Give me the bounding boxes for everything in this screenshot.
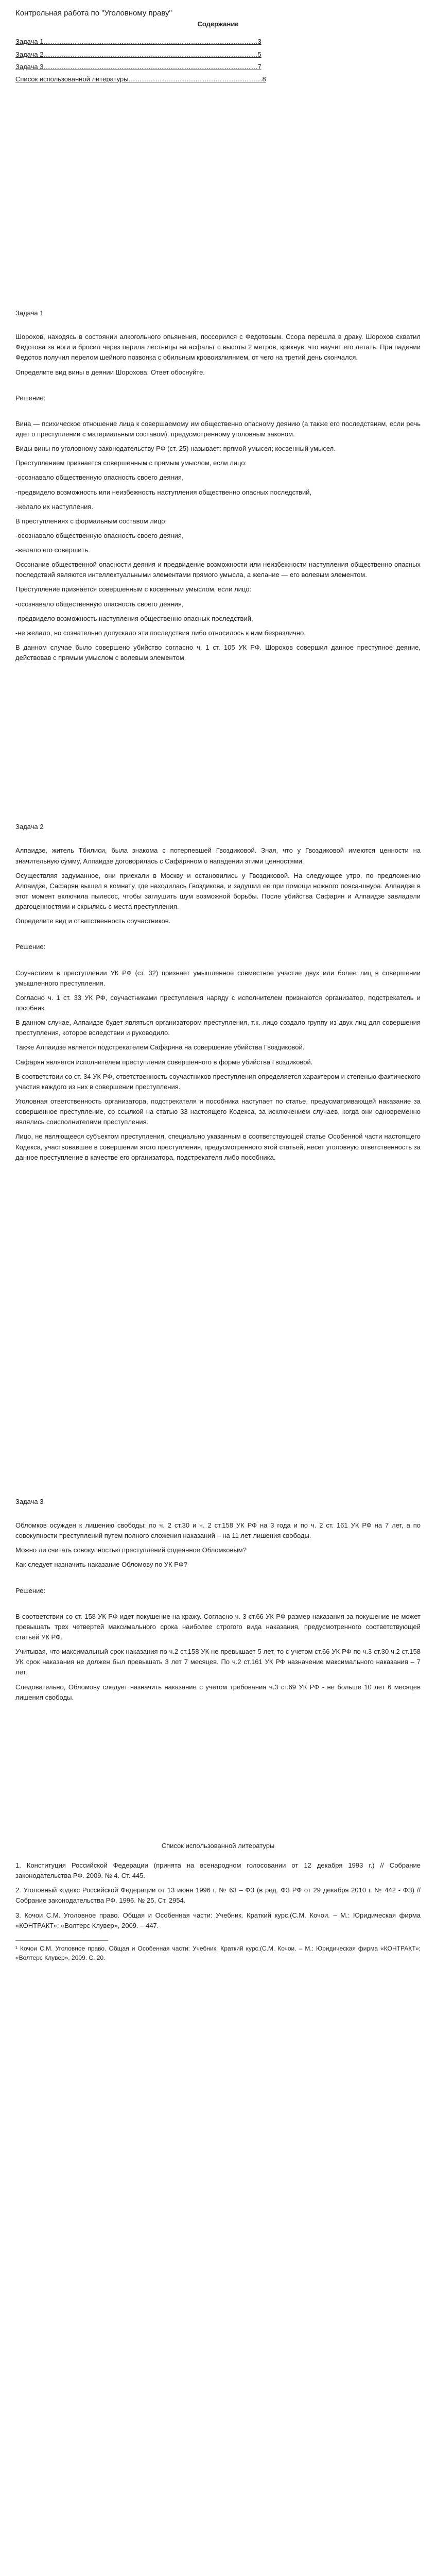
task-1-paragraph: Вина — психическое отношение лица к совершаемому им общественно опасному деянию (а также его последствиям, если речь идет о преступлении с материальным составом), предусмотренному уголовным законом. — [15, 419, 421, 438]
task-3-answer-label: Решение: — [15, 1586, 46, 1595]
blank-space — [15, 667, 421, 822]
task-1-paragraph: Виды вины по уголовному законодательству РФ (ст. 25) называет: прямой умысел; косвенный умысел. — [15, 445, 336, 453]
task-1-paragraph: В преступлениях с формальным составом лицо: — [15, 517, 167, 525]
task-2-condition: Осуществляя задуманное, они приехали в Москву и остановились у Гвоздиковой. На следующее утро, по предложению Алпаидзе, Сафарян вышел в комнату, где находилась Гвоздикова, и задушил ее при помощи ножного пояса-шнура. Алпаидзе в этот момент включила пылесос, чтобы заглушить шум возможной борьбы. После убийства Сафарян и Алпаидзе завладели драгоценностями и скрылись с места преступления. — [15, 871, 421, 911]
toc-item-task3[interactable]: Задача 3……………………………………………………………………………………7 — [15, 62, 261, 71]
task-2-section — [15, 822, 421, 1163]
task-2-paragraph: Сафарян является исполнителем преступления совершенного в форме убийства Гвоздиковой. — [15, 1058, 313, 1066]
task-3-paragraph: Учитывая, что максимальный срок наказания по ч.2 ст.158 УК не превышает 5 лет, то с учетом ст.66 УК РФ по ч.3 ст.30 ч.2 ст.158 УК срок наказания не должен был превышать 3 лет 7 месяцев. По ч.2 ст.161 УК РФ назначение максимального наказания – 7 лет. — [15, 1648, 421, 1676]
task-3-paragraph: В соответствии со ст. 158 УК РФ идет покушение на кражу. Согласно ч. 3 ст.66 УК РФ размер наказания за покушение не может превышать трех четвертей максимального срока наиболее строгого вида наказания, предусмотренного соответствующей статьей УК РФ. — [15, 1612, 421, 1641]
blank-space — [15, 1167, 421, 1497]
task-3-question-1: Можно ли считать совокупностью преступлений содеянное Обломковым? — [15, 1546, 247, 1554]
literature-item: 3. Кочои С.М. Уголовное право. Общая и Особенная части: Учебник. Краткий курс.(С.М. Кочои. – М.: Юридическая фирма «КОНТРАКТ»; «Волтерс Клувер», 2009. – 447. — [15, 1911, 421, 1929]
blank-space — [15, 1707, 421, 1841]
task-1-answer-label: Решение: — [15, 394, 46, 402]
table-of-contents — [15, 37, 421, 84]
literature-heading: Список использованной литературы — [161, 1841, 275, 1850]
task-1-condition: Шорохов, находясь в состоянии алкогольного опьянения, поссорился с Федотовым. Ссора перешла в драку. Шорохов схватил Федотова за ноги и бросил через перила лестницы на асфальт с высоты 2 метров, крикнув, что научит его летать. При падении Федотов получил перелом шейного позвонка с обильным кровоизлиянием, от чего на третий день скончался. — [15, 333, 421, 362]
task-2-paragraph: Соучастием в преступлении УК РФ (ст. 32) признает умышленное совместное участие двух или более лиц в совершении умышленного преступления. — [15, 969, 421, 987]
literature-item: 1. Конституция Российской Федерации (принята на всенародном голосовании от 12 декабря 1993 г.) // Собрание законодательства РФ. 2009. № 4. Ст. 445. — [15, 1861, 421, 1880]
footnote-divider — [15, 1940, 108, 1941]
task-2-paragraph: Лицо, не являющееся субъектом преступления, специально указанным в соответствующей статье Особенной части настоящего Кодекса, участвовавшее в совершении этого преступления, предусмотренного этой статьей, несет уголовную ответственность за данное преступление в качестве его организатора, подстрекателя либо пособника. — [15, 1132, 421, 1161]
task-1-paragraph: В данном случае было совершено убийство согласно ч. 1 ст. 105 УК РФ. Шорохов совершил данное преступное деяние, действовав с прямым умыслом с волевым элементом. — [15, 643, 421, 662]
toc-item-task2[interactable]: Задача 2……………………………………………………………………………………5 — [15, 50, 261, 58]
document-page — [0, 7, 436, 2576]
task-2-paragraph: В соответствии со ст. 34 УК РФ, ответственность соучастников преступления определяется характером и степенью фактического участия каждого из них в совершении преступления. — [15, 1072, 421, 1091]
task-1-paragraph: -желало их наступления. — [15, 502, 94, 511]
task-2-answer-label: Решение: — [15, 943, 46, 951]
task-1-paragraph: -осознавало общественную опасность своего деяния, — [15, 600, 184, 608]
contents-heading: Содержание — [197, 20, 239, 28]
task-3-question-2: Как следует назначить наказание Обломову по УК РФ? — [15, 1561, 187, 1569]
task-3-paragraph: Следовательно, Обломову следует назначить наказание с учетом требования ч.3 ст.69 УК РФ - не больше 10 лет 6 месяцев лишения свободы. — [15, 1683, 421, 1701]
task-3-condition: Обломков осужден к лишению свободы: по ч. 2 ст.30 и ч. 2 ст.158 УК РФ на 3 года и по ч. 2 ст. 161 УК РФ на 7 лет, а по совокупности преступлений путем полного сложения наказаний – на 11 лет лишения свободы. — [15, 1521, 421, 1540]
task-2-question: Определите вид и ответственность соучастников. — [15, 917, 171, 925]
task-1-paragraph: -желало его совершить. — [15, 546, 90, 554]
task-3-section — [15, 1497, 421, 1703]
task-1-paragraph: -предвидело возможность наступления общественно опасных последствий, — [15, 614, 253, 622]
task-2-paragraph: В данном случае, Алпаидзе будет являться организатором преступления, т.к. лицо создало группу из двух лиц для совершения преступления, которое вследствии и руководило. — [15, 1019, 421, 1037]
document-title: Контрольная работа по "Уголовному праву" — [15, 9, 172, 18]
task-1-paragraph: -осознавало общественную опасность своего деяния, — [15, 531, 184, 539]
task-2-condition: Алпаидзе, житель Тбилиси, была знакома с потерпевшей Гвоздиковой. Зная, что у Гвоздиковой имеются ценности на значительную сумму, Алпаидзе договорилась с Сафаряном о нападении этими ценностями. — [15, 846, 421, 865]
task-2-heading: Задача 2 — [15, 823, 44, 831]
literature-item: 2. Уголовный кодекс Российской Федерации от 13 июня 1996 г. № 63 – ФЗ (в ред. ФЗ РФ от 29 декабря 2010 г. № 442 - ФЗ) // Собрание законодательства РФ. 1996. № 25. Ст. 2954. — [15, 1886, 421, 1905]
task-1-paragraph: Преступление признается совершенным с косвенным умыслом, если лицо: — [15, 585, 252, 594]
task-1-paragraph: Осознание общественной опасности деяния и предвидение возможности или неизбежности наступления общественно опасных последствий являются интеллектуальными элементами прямого умысла, а желание — его волевым элементом. — [15, 561, 421, 579]
task-1-section — [15, 308, 421, 663]
task-1-paragraph: -предвидело возможность или неизбежность наступления общественно опасных последствий, — [15, 488, 312, 496]
task-1-paragraph: -не желало, но сознательно допускало эти последствия либо относилось к ним безразлично. — [15, 629, 306, 637]
toc-item-task1[interactable]: Задача 1……………………………………………………………………………………3 — [15, 38, 261, 46]
task-1-paragraph: Преступлением признается совершенным с прямым умыслом, если лицо: — [15, 459, 247, 467]
literature-section — [15, 1841, 421, 1963]
footnote: ¹ Кочои С.М. Уголовное право. Общая и Особенная части: Учебник. Краткий курс.(С.М. Кочои. – М.: Юридическая фирма «КОНТРАКТ»; «Волтерс Клувер», 2009. С. 20. — [15, 1944, 421, 1962]
task-1-heading: Задача 1 — [15, 309, 44, 317]
task-2-paragraph: Согласно ч. 1 ст. 33 УК РФ, соучастниками преступления наряду с исполнителем признаются организатор, подстрекатель и пособник. — [15, 993, 421, 1012]
task-1-question: Определите вид вины в деянии Шорохова. Ответ обоснуйте. — [15, 368, 205, 376]
task-1-paragraph: -осознавало общественную опасность своего деяния, — [15, 473, 184, 482]
task-3-heading: Задача 3 — [15, 1497, 44, 1505]
task-2-paragraph: Также Алпаидзе является подстрекателем Сафаряна на совершение убийства Гвоздиковой. — [15, 1043, 305, 1052]
toc-item-literature[interactable]: Список использованной литературы……………………………………………………8 — [15, 75, 266, 83]
blank-space — [15, 87, 421, 308]
task-2-paragraph: Уголовная ответственность организатора, подстрекателя и пособника наступает по статье, предусматривающей наказание за совершенное преступление, со ссылкой на статью 33 настоящего Кодекса, за исключением случаев, когда они одновременно являлись соисполнителями преступления. — [15, 1097, 421, 1126]
